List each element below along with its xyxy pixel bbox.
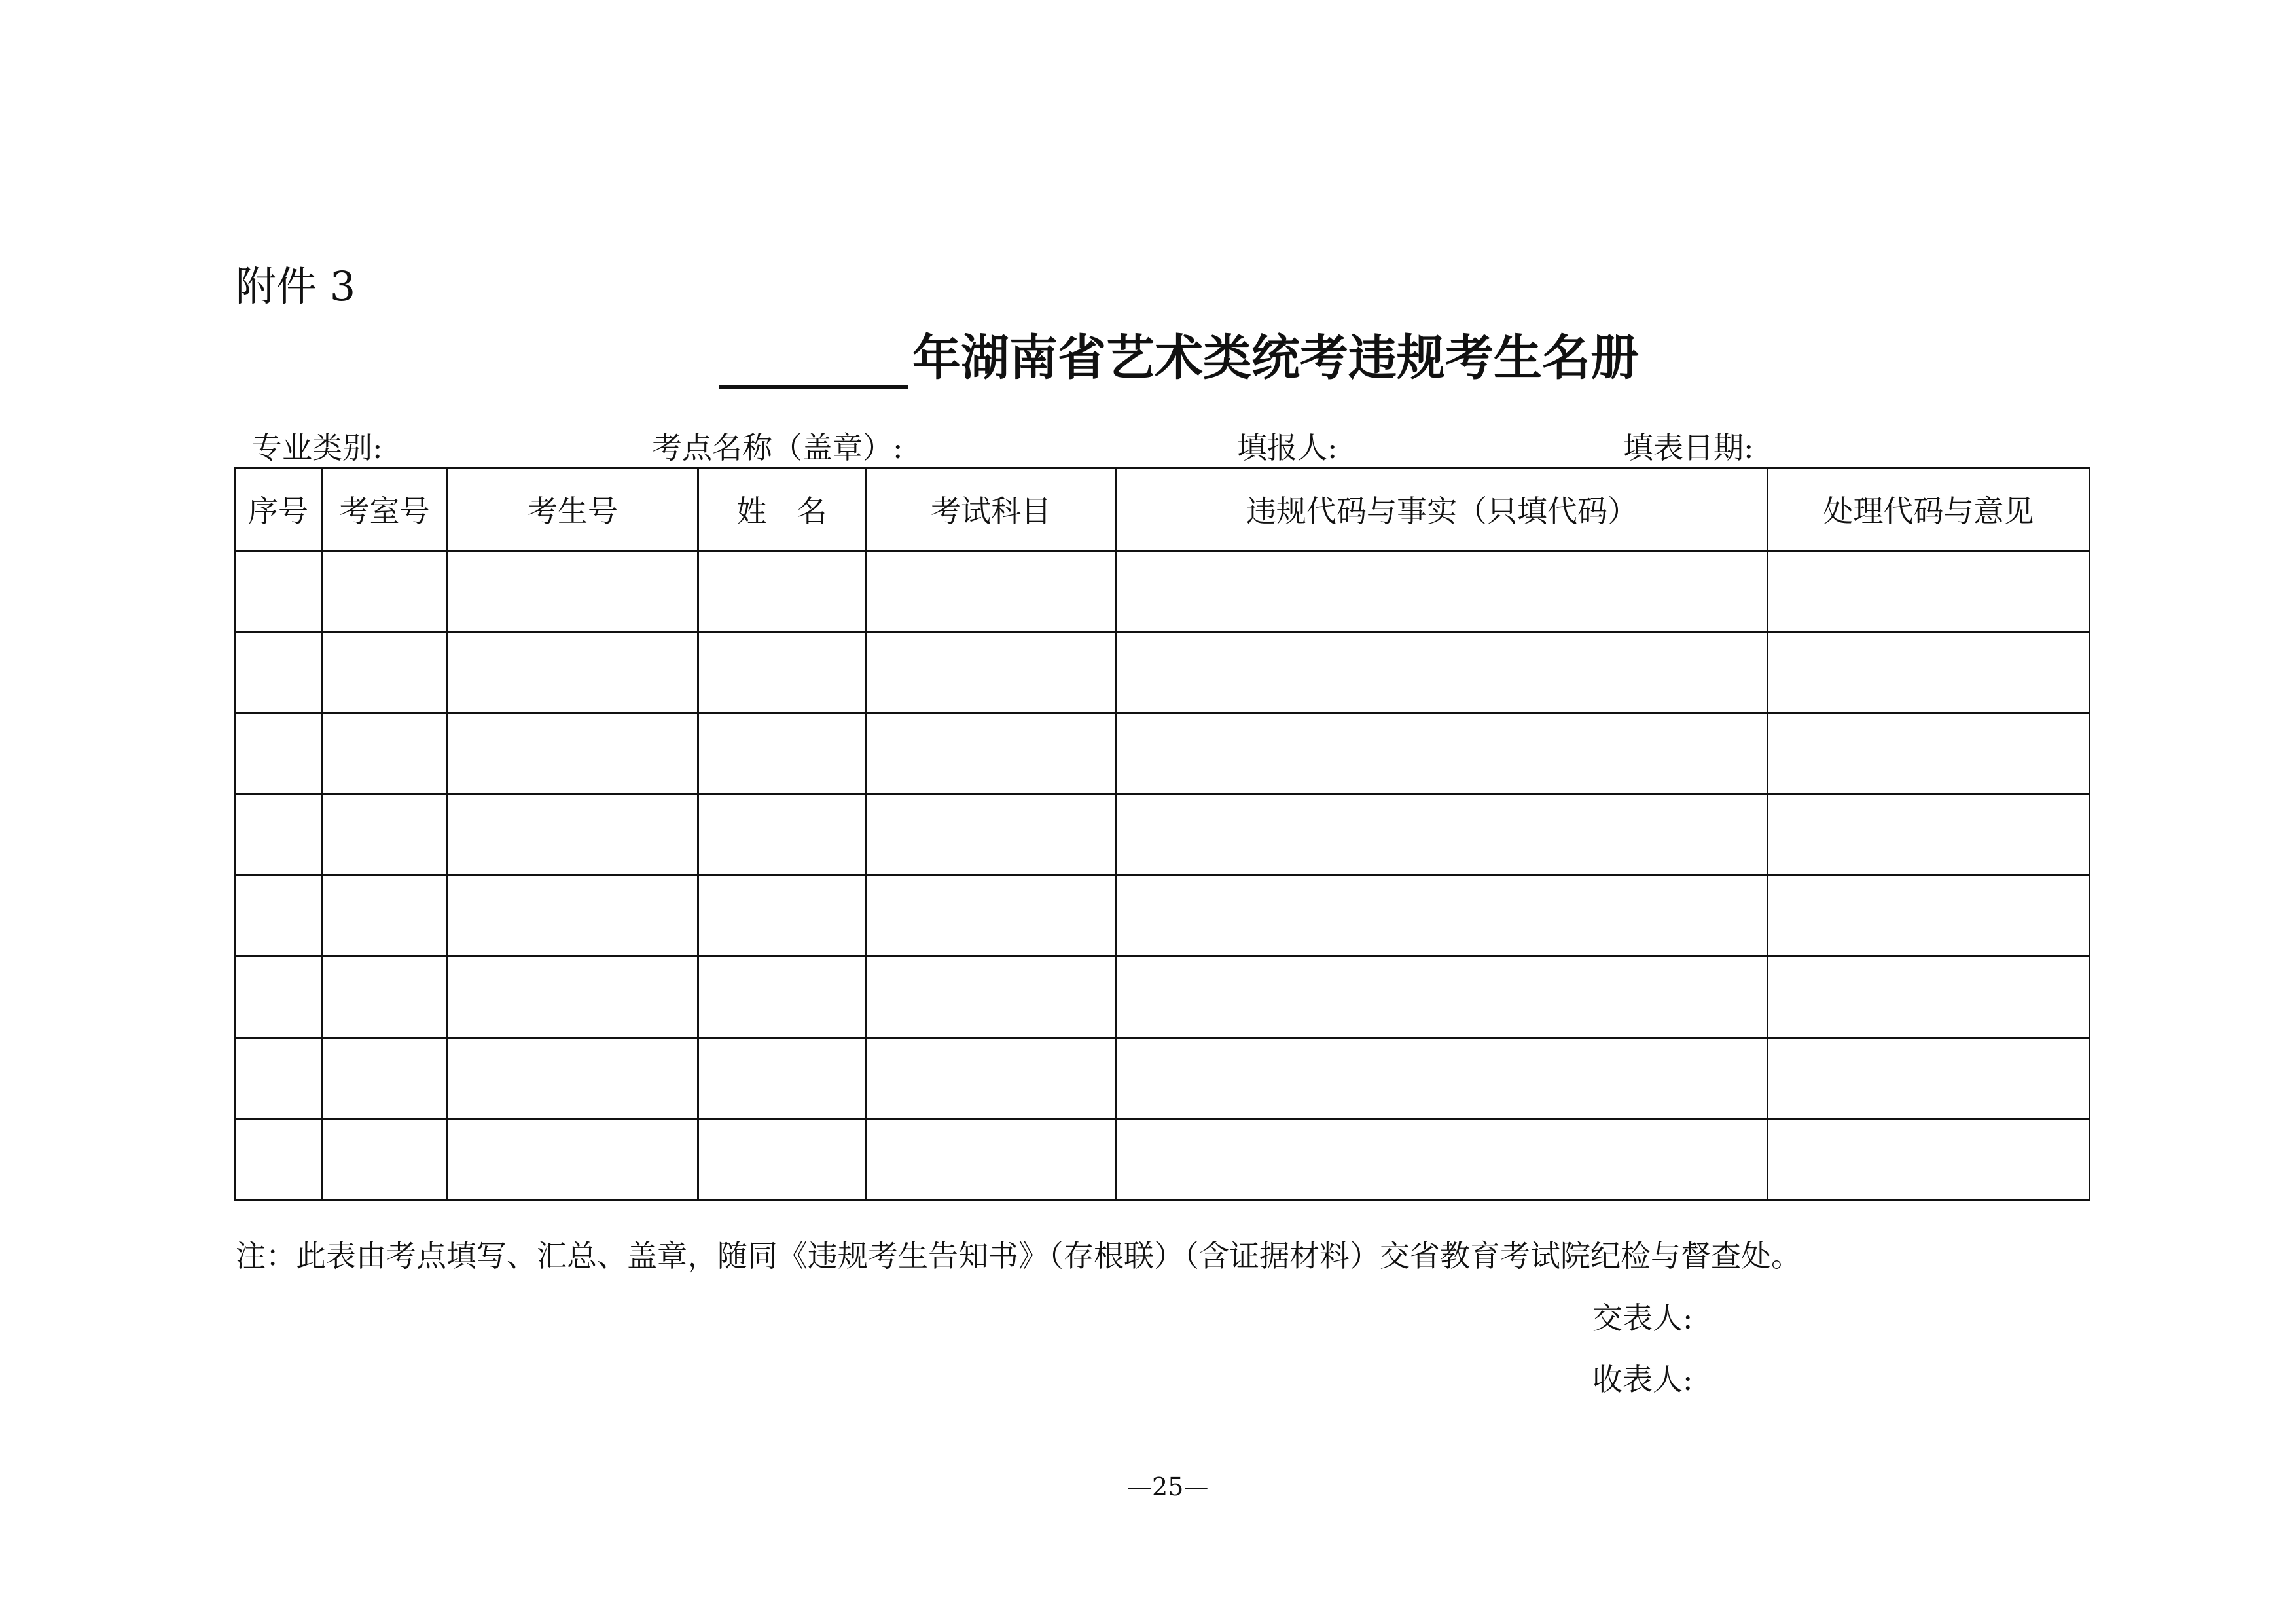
table-cell bbox=[1117, 876, 1768, 957]
table-cell bbox=[698, 794, 866, 876]
table-cell bbox=[235, 957, 322, 1038]
table-cell bbox=[1768, 876, 2090, 957]
table-cell bbox=[698, 632, 866, 713]
violation-roster-table bbox=[234, 467, 2090, 1201]
header-violation-code: 违规代码与事实（只填代码） bbox=[1117, 468, 1768, 551]
table-cell bbox=[698, 1119, 866, 1200]
receiver-label: 收表人: bbox=[1592, 1362, 1693, 1397]
table-cell bbox=[322, 1119, 448, 1200]
table-cell bbox=[322, 957, 448, 1038]
reporter-label: 填报人: bbox=[1237, 430, 1338, 465]
table-cell bbox=[866, 551, 1117, 632]
page-number: —25— bbox=[1127, 1472, 1209, 1501]
table-cell bbox=[235, 632, 322, 713]
table-cell bbox=[866, 794, 1117, 876]
table-cell bbox=[448, 794, 698, 876]
table-row bbox=[235, 713, 2090, 794]
table-cell bbox=[322, 876, 448, 957]
table-row bbox=[235, 957, 2090, 1038]
table-cell bbox=[1117, 1119, 1768, 1200]
table-cell bbox=[448, 876, 698, 957]
table-cell bbox=[448, 1119, 698, 1200]
header-name: 姓 名 bbox=[698, 468, 866, 551]
table-cell bbox=[1768, 1038, 2090, 1119]
table-row bbox=[235, 551, 2090, 632]
title-text: 年湖南省艺术类统考违规考生名册 bbox=[912, 330, 1639, 386]
table-cell bbox=[698, 1038, 866, 1119]
header-exam-subject: 考试科目 bbox=[866, 468, 1117, 551]
table-cell bbox=[235, 1119, 322, 1200]
table-cell bbox=[322, 632, 448, 713]
table-cell bbox=[1768, 794, 2090, 876]
table-cell bbox=[235, 794, 322, 876]
table-cell bbox=[866, 957, 1117, 1038]
table-cell bbox=[235, 876, 322, 957]
attachment-label: 附件 3 bbox=[236, 262, 356, 310]
table-cell bbox=[866, 1038, 1117, 1119]
table-body bbox=[235, 551, 2090, 1200]
table-cell bbox=[698, 876, 866, 957]
table-cell bbox=[1117, 1038, 1768, 1119]
table-cell bbox=[866, 632, 1117, 713]
header-handling-code: 处理代码与意见 bbox=[1768, 468, 2090, 551]
table-cell bbox=[1117, 632, 1768, 713]
table-cell bbox=[698, 551, 866, 632]
table-row bbox=[235, 1119, 2090, 1200]
footnote: 注：此表由考点填写、汇总、盖章，随同《违规考生告知书》（存根联）（含证据材料）交省教育考试院纪检与督查处。 bbox=[236, 1238, 1801, 1274]
exam-site-label: 考点名称（盖章）: bbox=[652, 430, 903, 465]
table-cell bbox=[448, 713, 698, 794]
table-cell bbox=[322, 713, 448, 794]
table-row bbox=[235, 1038, 2090, 1119]
table-cell bbox=[1768, 551, 2090, 632]
table-cell bbox=[698, 957, 866, 1038]
table-cell bbox=[1117, 794, 1768, 876]
table-cell bbox=[448, 1038, 698, 1119]
table-cell bbox=[448, 551, 698, 632]
table-cell bbox=[235, 1038, 322, 1119]
table-cell bbox=[1768, 957, 2090, 1038]
table-cell bbox=[235, 713, 322, 794]
table-cell bbox=[1117, 551, 1768, 632]
table-cell bbox=[322, 551, 448, 632]
header-serial-no: 序号 bbox=[235, 468, 322, 551]
document-title bbox=[719, 319, 1639, 389]
table-cell bbox=[1117, 713, 1768, 794]
table-cell bbox=[866, 713, 1117, 794]
table-row bbox=[235, 876, 2090, 957]
year-blank-line bbox=[719, 338, 908, 389]
table-cell bbox=[322, 1038, 448, 1119]
table-cell bbox=[1768, 713, 2090, 794]
table-row bbox=[235, 794, 2090, 876]
submitter-label: 交表人: bbox=[1592, 1300, 1693, 1336]
fill-date-label: 填表日期: bbox=[1623, 430, 1754, 465]
table-cell bbox=[698, 713, 866, 794]
header-room-no: 考室号 bbox=[322, 468, 448, 551]
table-cell bbox=[866, 1119, 1117, 1200]
table-cell bbox=[1117, 957, 1768, 1038]
table-cell bbox=[235, 551, 322, 632]
table-cell bbox=[448, 957, 698, 1038]
table-cell bbox=[322, 794, 448, 876]
table-row bbox=[235, 632, 2090, 713]
table-cell bbox=[1768, 632, 2090, 713]
table-cell bbox=[448, 632, 698, 713]
major-category-label: 专业类别: bbox=[252, 430, 383, 465]
header-candidate-no: 考生号 bbox=[448, 468, 698, 551]
table-cell bbox=[1768, 1119, 2090, 1200]
table-header-row bbox=[235, 468, 2090, 551]
table-cell bbox=[866, 876, 1117, 957]
